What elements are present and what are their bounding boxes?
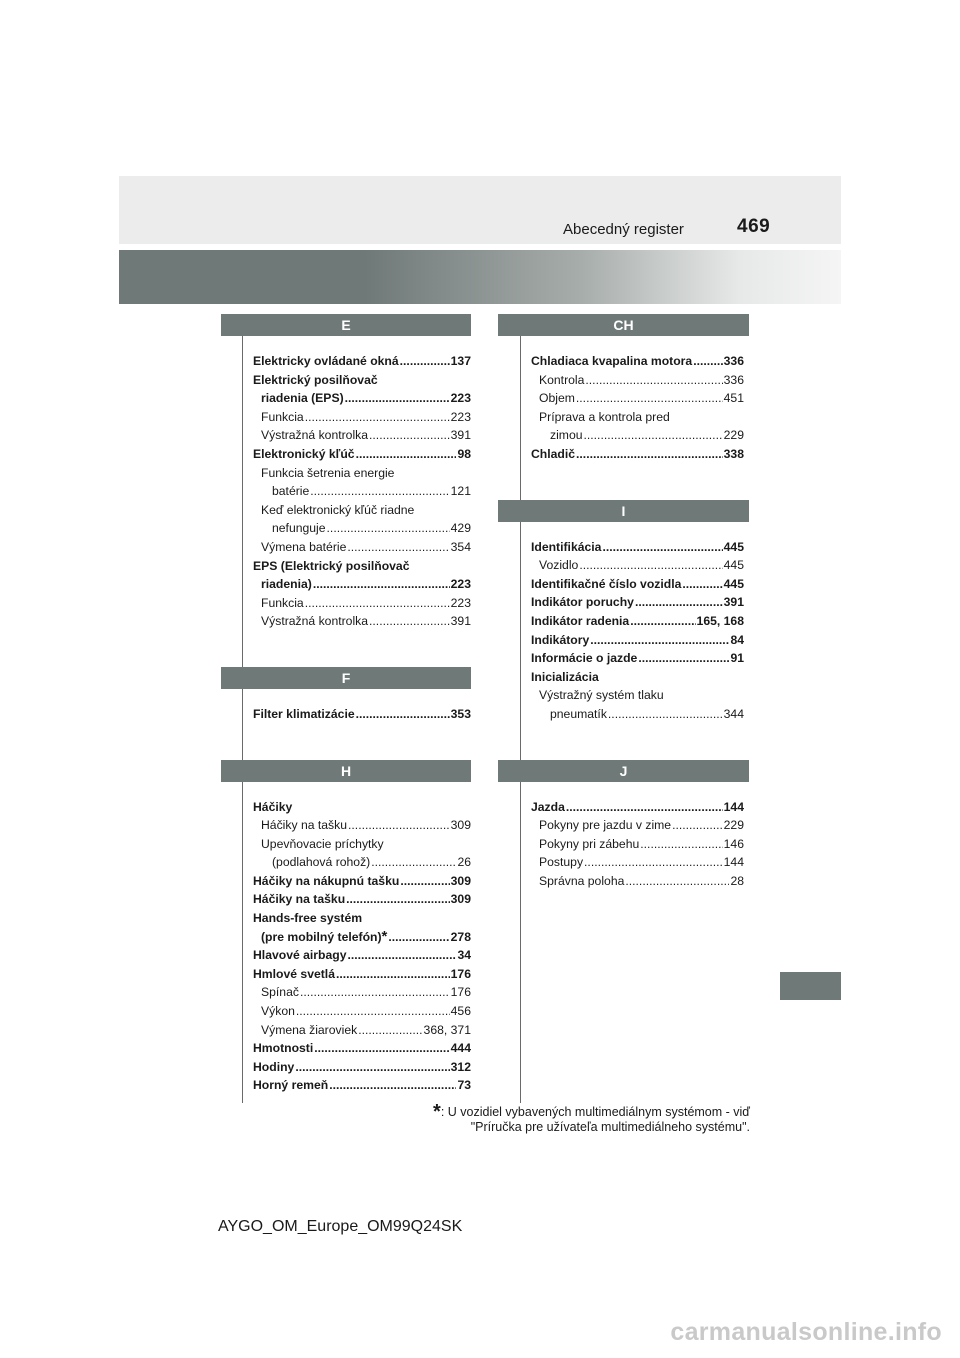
index-entry bbox=[253, 890, 471, 909]
section-spacer bbox=[498, 464, 749, 500]
index-entry-label: riadenia) bbox=[261, 577, 312, 592]
index-entry-label: nefunguje bbox=[272, 521, 326, 536]
section-spacer bbox=[221, 631, 471, 667]
index-entry-label: Háčiky bbox=[253, 799, 293, 814]
index-entry-label: Pokyny pri zábehu bbox=[539, 836, 640, 851]
index-entry bbox=[253, 408, 471, 427]
index-entry-page: 445 bbox=[723, 558, 744, 573]
index-entry-page: 91 bbox=[730, 651, 744, 666]
index-entry-page: 223 bbox=[450, 391, 471, 406]
index-entry bbox=[531, 668, 744, 687]
index-entry bbox=[253, 519, 471, 538]
index-entry-label: Objem bbox=[539, 391, 575, 406]
index-entry bbox=[253, 482, 471, 501]
index-entry-page: 368, 371 bbox=[423, 1022, 471, 1037]
dot-leader bbox=[346, 890, 450, 909]
chapter-thumb-tab bbox=[780, 972, 841, 1000]
index-entry bbox=[531, 445, 744, 464]
index-entry bbox=[531, 853, 744, 872]
index-entry-page: 229 bbox=[723, 428, 744, 443]
index-entry bbox=[253, 1039, 471, 1058]
footnote-line-1: : U vozidiel vybavených multimediálnym systémom - viď bbox=[440, 1105, 750, 1119]
index-entry bbox=[253, 371, 471, 390]
index-entry bbox=[253, 501, 471, 520]
watermark: carmanualsonline.info bbox=[670, 1318, 942, 1346]
index-entry-label: EPS (Elektrický posilňovač bbox=[253, 558, 410, 573]
dot-leader bbox=[345, 389, 450, 408]
dot-leader bbox=[358, 1021, 422, 1040]
index-entry bbox=[253, 835, 471, 854]
index-entry bbox=[253, 983, 471, 1002]
index-entry bbox=[253, 464, 471, 483]
index-section-f bbox=[221, 667, 471, 724]
index-entry-page: 223 bbox=[450, 595, 471, 610]
index-entry bbox=[531, 593, 744, 612]
index-entry-page: 309 bbox=[450, 873, 471, 888]
dot-leader bbox=[400, 872, 449, 891]
index-entry-page: 445 bbox=[723, 576, 744, 591]
index-entry-page: 144 bbox=[723, 799, 744, 814]
section-letter-header: I bbox=[498, 500, 749, 522]
index-entry-page: 391 bbox=[450, 428, 471, 443]
index-entry-page: 444 bbox=[450, 1041, 471, 1056]
index-entry-page: 312 bbox=[450, 1059, 471, 1074]
index-entry-page: 34 bbox=[457, 948, 471, 963]
footnote-marker: * bbox=[433, 1101, 441, 1123]
dot-leader bbox=[576, 445, 723, 464]
index-entry bbox=[531, 798, 744, 817]
index-entry-label: Funkcia bbox=[261, 595, 304, 610]
index-entry-label: Hmlové svetlá bbox=[253, 966, 335, 981]
index-entry-label: riadenia (EPS) bbox=[261, 391, 344, 406]
index-entry-list bbox=[498, 522, 749, 724]
footnote bbox=[290, 1101, 750, 1135]
index-entry-list bbox=[221, 689, 471, 724]
index-entry bbox=[253, 965, 471, 984]
index-entry bbox=[531, 371, 744, 390]
index-entry-page: 121 bbox=[450, 484, 471, 499]
dot-leader bbox=[672, 816, 723, 835]
index-entry bbox=[253, 909, 471, 928]
index-entry bbox=[531, 352, 744, 371]
index-entry-label: Elektronický kľúč bbox=[253, 446, 355, 461]
index-entry-page: 223 bbox=[450, 577, 471, 592]
index-entry-page: 144 bbox=[723, 855, 744, 870]
index-section-e bbox=[221, 314, 471, 631]
index-entry-label: Identifikačné číslo vozidla bbox=[531, 576, 682, 591]
index-entry bbox=[253, 1076, 471, 1095]
index-entry bbox=[253, 946, 471, 965]
dot-leader bbox=[305, 408, 450, 427]
index-entry-label: Pokyny pre jazdu v zime bbox=[539, 818, 672, 833]
index-entry-page: 354 bbox=[450, 539, 471, 554]
dot-leader bbox=[635, 593, 723, 612]
document-code: AYGO_OM_Europe_OM99Q24SK bbox=[218, 1218, 463, 1235]
index-entry bbox=[253, 352, 471, 371]
index-entry bbox=[531, 816, 744, 835]
dot-leader bbox=[347, 538, 449, 557]
index-entry-page: 445 bbox=[723, 539, 744, 554]
dot-leader bbox=[602, 538, 722, 557]
dot-leader bbox=[356, 705, 450, 724]
index-entry-label: Identifikácia bbox=[531, 539, 602, 554]
dot-leader bbox=[314, 1039, 449, 1058]
index-entry-label: Filter klimatizácie bbox=[253, 706, 355, 721]
dot-leader bbox=[585, 371, 722, 390]
index-entry-page: 391 bbox=[450, 614, 471, 629]
index-entry bbox=[531, 556, 744, 575]
index-entry bbox=[531, 426, 744, 445]
dot-leader bbox=[638, 649, 729, 668]
index-entry bbox=[253, 538, 471, 557]
index-entry-page: 98 bbox=[457, 446, 471, 461]
dot-leader bbox=[584, 426, 723, 445]
index-entry-label: Elektricky ovládané okná bbox=[253, 354, 399, 368]
index-entry-label: Výkon bbox=[261, 1004, 295, 1019]
index-entry-label: Inicializácia bbox=[531, 669, 599, 684]
index-entry-label: Kontrola bbox=[539, 372, 585, 387]
index-entry bbox=[253, 798, 471, 817]
index-entry-page: 309 bbox=[450, 892, 471, 907]
decorative-gradient-band bbox=[119, 250, 841, 304]
dot-leader bbox=[682, 575, 722, 594]
dot-leader bbox=[347, 946, 456, 965]
index-entry-label: pneumatík bbox=[550, 706, 607, 721]
dot-leader bbox=[310, 482, 449, 501]
dot-leader bbox=[356, 445, 457, 464]
index-entry bbox=[253, 816, 471, 835]
index-entry bbox=[531, 705, 744, 724]
section-letter-header: E bbox=[221, 314, 471, 336]
dot-leader bbox=[327, 519, 450, 538]
index-entry-label: Háčiky na tašku bbox=[253, 892, 346, 907]
dot-leader bbox=[630, 612, 695, 631]
index-column-left bbox=[221, 314, 471, 1095]
index-entry-page: 344 bbox=[723, 706, 744, 721]
index-entry-page: 165, 168 bbox=[696, 613, 744, 628]
index-entry-label: Horný remeň bbox=[253, 1078, 329, 1093]
index-entry bbox=[531, 872, 744, 891]
index-entry-label: (pre mobilný telefón) bbox=[261, 929, 382, 944]
index-entry: (pre mobilný telefón) * ..... 278 bbox=[253, 928, 471, 947]
index-entry-label: Funkcia bbox=[261, 409, 304, 424]
index-entry bbox=[253, 1002, 471, 1021]
section-letter-header: H bbox=[221, 760, 471, 782]
index-entry bbox=[253, 612, 471, 631]
index-entry bbox=[253, 872, 471, 891]
index-entry bbox=[531, 408, 744, 427]
index-entry-label: Správna poloha bbox=[539, 873, 625, 888]
dot-leader bbox=[296, 1002, 450, 1021]
index-entry-label: (podlahová rohož) bbox=[272, 855, 371, 870]
footnote-line-2: "Príručka pre užívateľa multimediálneho systému". bbox=[470, 1120, 750, 1134]
index-entry bbox=[253, 705, 471, 724]
index-entry-label: Príprava a kontrola pred bbox=[539, 409, 670, 424]
dot-leader bbox=[388, 928, 449, 947]
dot-leader bbox=[369, 426, 450, 445]
index-entry bbox=[531, 575, 744, 594]
header-band bbox=[119, 176, 841, 244]
section-letter-header: J bbox=[498, 760, 749, 782]
index-entry-label: Výstražný systém tlaku bbox=[539, 688, 664, 703]
index-entry-label: Háčiky na tašku bbox=[261, 818, 348, 833]
index-entry-label: Spínač bbox=[261, 985, 299, 1000]
dot-leader bbox=[371, 853, 456, 872]
index-entry-label: Chladiaca kvapalina motora bbox=[531, 354, 693, 368]
dot-leader bbox=[590, 631, 729, 650]
index-entry-page: 176 bbox=[450, 985, 471, 1000]
index-entry-page: 176 bbox=[450, 966, 471, 981]
index-entry-label: batérie bbox=[272, 484, 310, 499]
index-entry-page: 137 bbox=[450, 354, 471, 368]
index-entry-list bbox=[498, 782, 749, 891]
index-entry-label: Jazda bbox=[531, 799, 565, 814]
index-entry bbox=[531, 612, 744, 631]
dot-leader bbox=[693, 352, 722, 371]
index-entry-page: 338 bbox=[723, 446, 744, 461]
index-entry-page: 26 bbox=[457, 855, 471, 870]
index-entry-label: Upevňovacie príchytky bbox=[261, 836, 384, 851]
index-entry-page: 309 bbox=[450, 818, 471, 833]
section-title: Abecedný register bbox=[563, 221, 684, 238]
index-entry bbox=[531, 649, 744, 668]
index-entry bbox=[253, 853, 471, 872]
index-entry-page: 451 bbox=[723, 391, 744, 406]
index-column-right bbox=[498, 314, 749, 890]
index-entry-label: Chladič bbox=[531, 446, 576, 461]
dot-leader bbox=[348, 816, 450, 835]
index-entry-label: Informácie o jazde bbox=[531, 651, 638, 666]
index-entry bbox=[253, 389, 471, 408]
index-entry-page: 336 bbox=[723, 354, 744, 368]
index-entry-label: Háčiky na nákupnú tašku bbox=[253, 873, 400, 888]
index-entry bbox=[253, 575, 471, 594]
index-entry bbox=[253, 557, 471, 576]
index-section-i bbox=[498, 500, 749, 724]
index-entry-page: 456 bbox=[450, 1004, 471, 1019]
index-entry bbox=[531, 835, 744, 854]
index-entry-label: Výmena batérie bbox=[261, 539, 347, 554]
index-entry bbox=[253, 594, 471, 613]
index-entry-label: Postupy bbox=[539, 855, 584, 870]
index-section-ch bbox=[498, 314, 749, 464]
index-entry-page: 229 bbox=[723, 818, 744, 833]
index-entry-page: 429 bbox=[450, 521, 471, 536]
index-entry-page: 84 bbox=[730, 632, 744, 647]
index-entry-label: Hands-free systém bbox=[253, 911, 363, 926]
index-entry bbox=[253, 1021, 471, 1040]
dot-leader bbox=[305, 594, 450, 613]
index-entry-page: 278 bbox=[450, 929, 471, 944]
index-section-h bbox=[221, 760, 471, 1096]
dot-leader bbox=[295, 1058, 449, 1077]
index-entry-page: 223 bbox=[450, 409, 471, 424]
dot-leader bbox=[313, 575, 450, 594]
index-entry bbox=[253, 426, 471, 445]
index-entry-label: Hmotnosti bbox=[253, 1041, 314, 1056]
index-entry-label: Indikátor radenia bbox=[531, 613, 630, 628]
index-entry-label: Elektrický posilňovač bbox=[253, 372, 378, 387]
index-entry bbox=[531, 538, 744, 557]
index-entry bbox=[531, 631, 744, 650]
index-entry-label: Výstražná kontrolka bbox=[261, 428, 369, 443]
dot-leader bbox=[336, 965, 450, 984]
index-entry-label: Vozidlo bbox=[539, 558, 579, 573]
index-entry-list bbox=[221, 336, 471, 631]
dot-leader bbox=[608, 705, 723, 724]
index-entry-label: Výmena žiaroviek bbox=[261, 1022, 358, 1037]
index-entry bbox=[531, 389, 744, 408]
index-section-j bbox=[498, 760, 749, 891]
index-entry-label: Výstražná kontrolka bbox=[261, 614, 369, 629]
index-entry-page: 391 bbox=[723, 595, 744, 610]
dot-leader bbox=[579, 556, 722, 575]
page-number: 469 bbox=[737, 216, 771, 237]
dot-leader bbox=[566, 798, 723, 817]
index-entry-label: zimou bbox=[550, 428, 583, 443]
index-entry-label: Keď elektronický kľúč riadne bbox=[261, 502, 415, 517]
index-entry-label: Funkcia šetrenia energie bbox=[261, 465, 395, 480]
section-spacer bbox=[498, 724, 749, 760]
dot-leader bbox=[300, 983, 450, 1002]
index-entry-label: Hodiny bbox=[253, 1059, 295, 1074]
index-entry-label: Indikátory bbox=[531, 632, 590, 647]
index-entry-list bbox=[221, 782, 471, 1096]
section-letter-header: CH bbox=[498, 314, 749, 336]
dot-leader bbox=[625, 872, 729, 891]
section-spacer bbox=[221, 724, 471, 760]
index-entry-page: 28 bbox=[730, 873, 744, 888]
index-entry bbox=[531, 686, 744, 705]
index-entry-page: 146 bbox=[723, 836, 744, 851]
section-letter-header: F bbox=[221, 667, 471, 689]
index-entry-page: 353 bbox=[450, 706, 471, 721]
index-entry-label: Hlavové airbagy bbox=[253, 948, 347, 963]
index-entry-page: 336 bbox=[723, 372, 744, 387]
index-entry-label: Indikátor poruchy bbox=[531, 595, 634, 610]
index-entry bbox=[253, 445, 471, 464]
dot-leader bbox=[584, 853, 723, 872]
index-entry-list bbox=[498, 336, 749, 464]
dot-leader bbox=[329, 1076, 456, 1095]
dot-leader bbox=[400, 352, 450, 371]
index-entry bbox=[253, 1058, 471, 1077]
dot-leader bbox=[640, 835, 722, 854]
index-entry-page: 73 bbox=[457, 1078, 471, 1093]
dot-leader bbox=[369, 612, 450, 631]
dot-leader bbox=[576, 389, 723, 408]
